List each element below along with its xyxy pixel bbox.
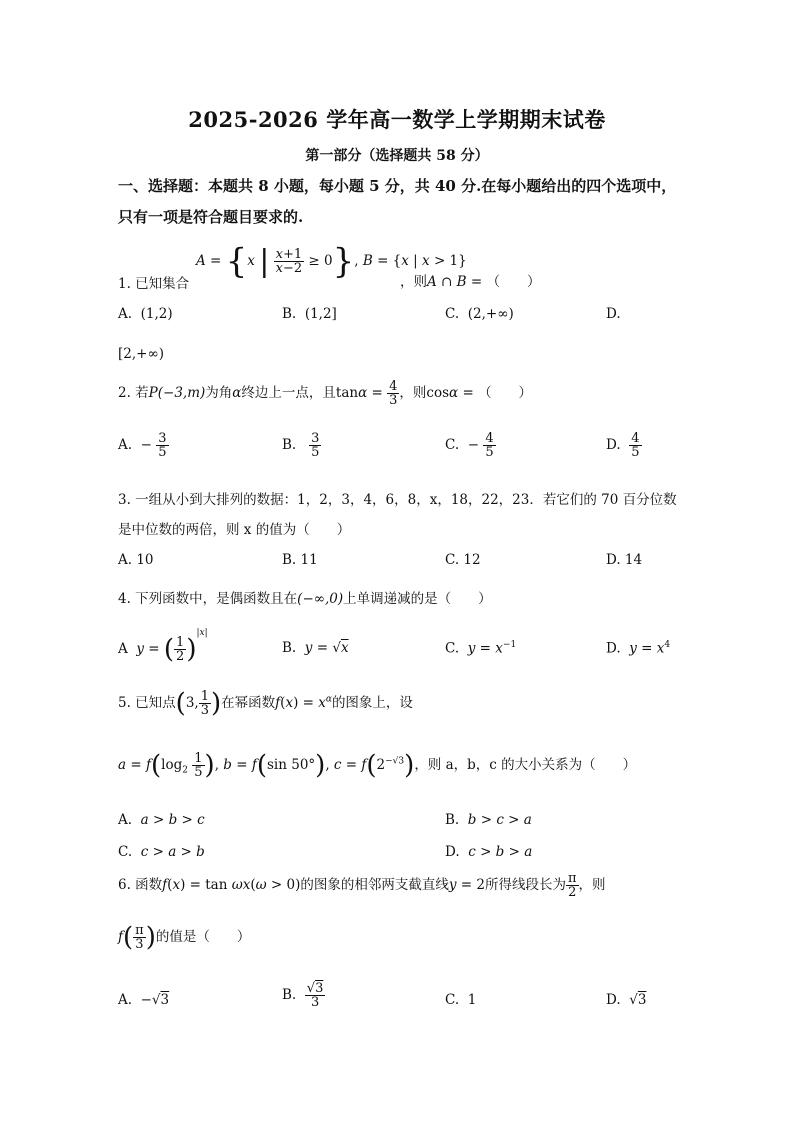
q2-option-c: C. − $\frac{4}{5}$ [445,431,494,460]
q3-stem-line1: 3. 一组从小到大排列的数据：1，2，3，4，6，8，x，18，22，23．若它们的 70 百分位数 [118,492,677,508]
q2-option-b: B. $\frac{3}{5}$ [282,431,320,460]
q2-stem: 2. 若P(−3,m)为角α终边上一点，且tanα = $\frac{4}{3}$ ，则cosα = （ ） [118,379,533,408]
q5-option-a: A. a > b > c [118,812,205,828]
q5-option-d: D. c > b > a [445,844,533,860]
q5-option-c: C. c > a > b [118,844,205,860]
q1-stem: 1. 已知集合 [118,276,190,292]
q6-stem-line2: f( $\frac{\pi}{3}$ )的值是（ ） [118,922,251,953]
q1-option-b: B. (1,2] [282,306,337,322]
q6-option-a: A. −√3 [118,992,170,1008]
q4-stem: 4. 下列函数中，是偶函数且在(−∞,0)上单调递减的是（ ） [118,591,492,607]
q6-option-c: C. 1 [445,992,477,1008]
q6-option-b: B. $\frac{√3}{3}$ [282,981,324,1010]
q5-option-b: B. b > c > a [445,812,532,828]
q4-option-d: D. $y = x^4$ [606,640,671,657]
q3-option-d: D. 14 [606,552,643,568]
q5-stem-line1: 5. 已知点(3, $\frac{1}{3}$ )在幂函数$f(x) = x^\alpha$的图象上，设 [118,688,413,719]
q3-option-a: A. 10 [118,552,154,568]
q3-stem-line2: 是中位数的两倍，则 x 的值为（ ） [118,522,351,538]
q4-option-b: B. y = √x [282,640,349,656]
exam-title: 2025-2026 学年高一数学上学期期末试卷 [188,107,606,132]
q2-option-d: D. $\frac{4}{5}$ [606,431,640,460]
q5-stem-line2: $a = f(\log_2$ $\frac{1}{5}$ ), b = f(sin 50°), $c = f(2^{-√3})$，则 a，b，c 的大小关系为（ ） [118,750,637,781]
q2-option-a: A. − $\frac{3}{5}$ [118,431,167,460]
q1-option-a: A. (1,2) [118,306,173,322]
q3-option-b: B. 11 [282,552,318,568]
q4-option-a: A y = ( $\frac{1}{2}$ )$^{|x|}$ [118,628,208,665]
q1-option-d: D. [606,306,621,322]
q1-option-c: C. (2,+∞) [445,306,514,322]
q4-option-c: C. $y = x^{-1}$ [445,640,517,657]
q1-tail: ，则A ∩ B = （ ） [400,274,541,290]
q1-option-d-value: [2,+∞) [118,346,164,362]
q3-option-c: C. 12 [445,552,481,568]
exam-subtitle: 第一部分（选择题共 58 分） [305,148,489,164]
q6-stem-line1: 6. 函数f(x) = tan ωx(ω > 0)的图象的相邻两支截直线y = 2所得线段长为 $\frac{\pi}{2}$ ，则 [118,871,606,900]
q1-set-definition: A = {x | $\frac{x+1}{x-2}$ ≥ 0}, B = {x | x > 1} [196,241,467,282]
q6-option-d: D. √3 [606,992,647,1008]
section-instructions: 一、选择题：本题共 8 小题，每小题 5 分，共 40 分.在每小题给出的四个选项中，只有一项是符合题目要求的. [118,177,677,226]
